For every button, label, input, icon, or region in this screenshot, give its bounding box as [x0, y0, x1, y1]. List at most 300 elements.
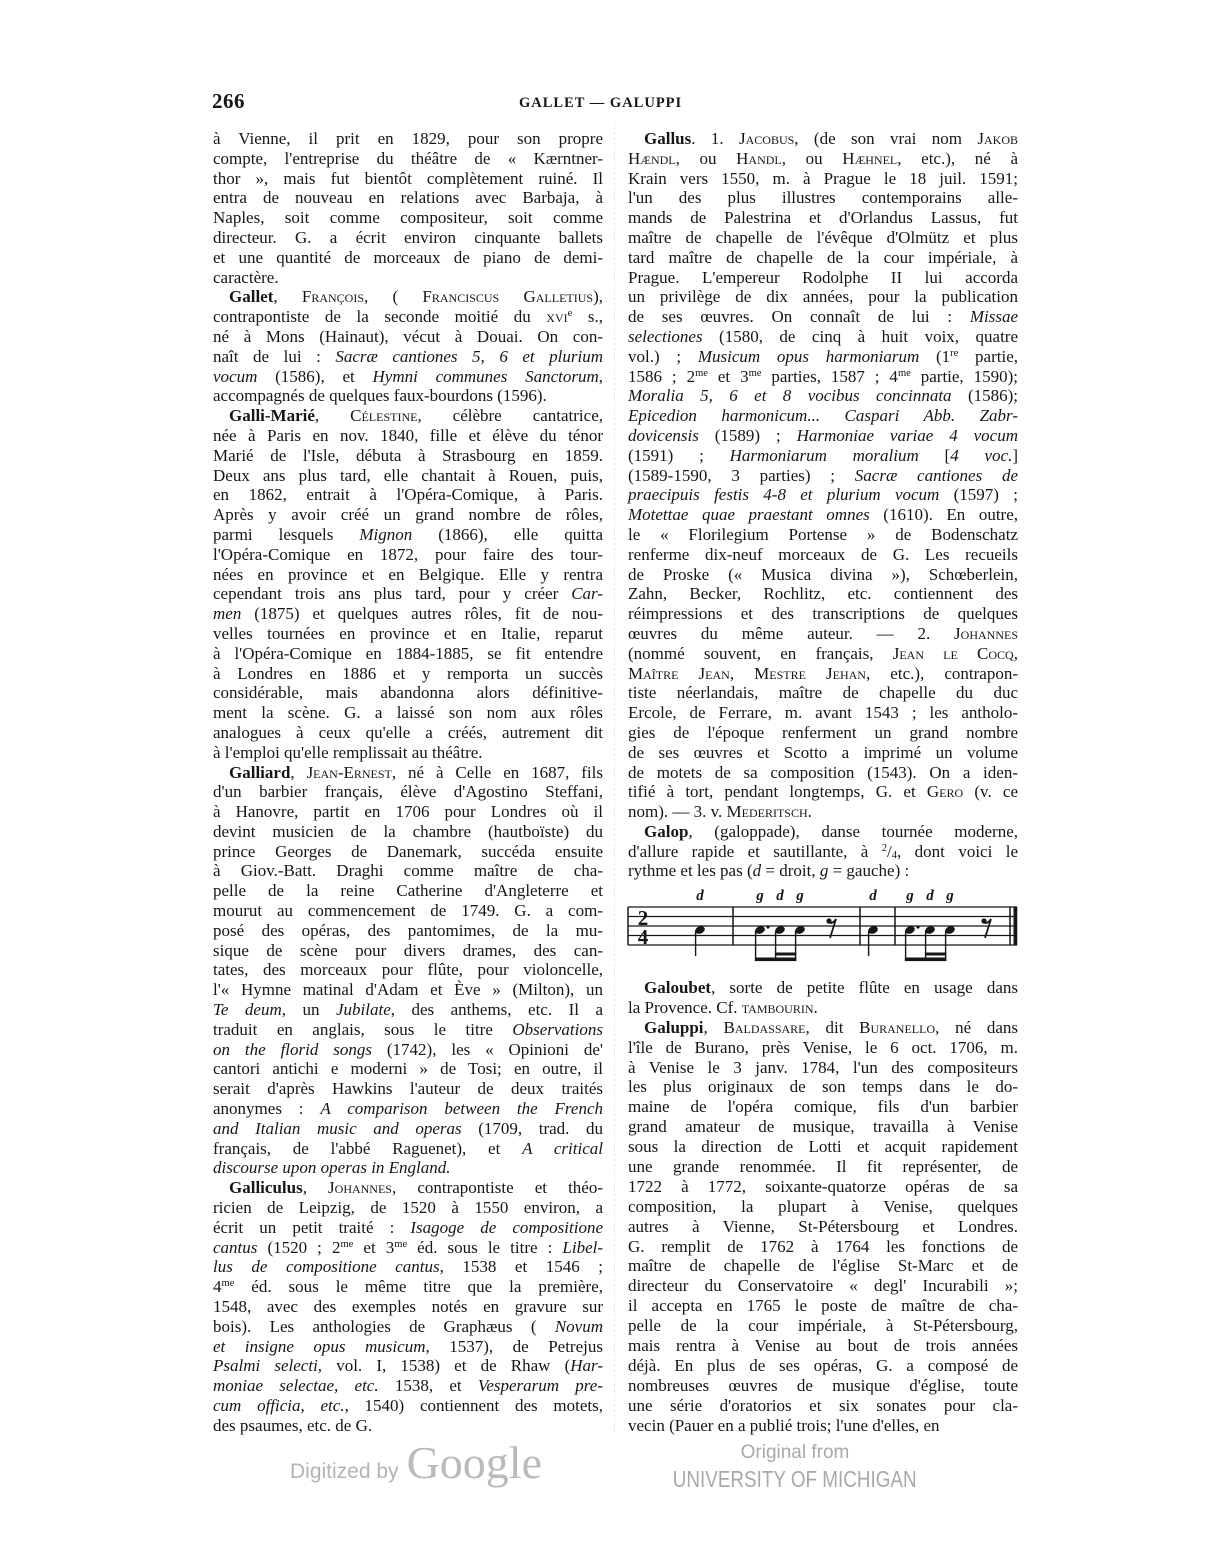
text-line	[213, 505, 603, 525]
text-run: , ou	[781, 148, 843, 168]
italic-title: g	[819, 861, 829, 881]
text-run: 1548, avec des exemples notés en gravure sur	[213, 1297, 603, 1317]
text-run: (1597) ;	[939, 485, 1018, 505]
text-line	[213, 624, 603, 644]
text-run: = droit,	[761, 861, 820, 881]
text-run: mais rentra à Venise au bout de trois années	[628, 1336, 1018, 1356]
text-run: ,	[1013, 643, 1018, 663]
text-run: /	[887, 841, 892, 861]
line-text	[213, 248, 603, 268]
text-run: bois). Les anthologies de Graphæus (	[213, 1316, 555, 1336]
text-line	[628, 228, 1018, 248]
text-run: ment la scène. G. a laissé son nom aux rôles	[213, 703, 603, 723]
line-text	[628, 446, 1018, 466]
line-text	[628, 386, 1018, 406]
text-line	[628, 169, 1018, 189]
italic-title: and Italian music and operas	[213, 1118, 462, 1138]
italic-title: men	[213, 604, 242, 624]
text-line	[213, 1337, 603, 1357]
text-line	[213, 941, 603, 961]
beam	[775, 953, 796, 956]
text-run: et une quantité de morceaux de piano de demi-	[213, 247, 603, 267]
italic-title: moniae selectae, etc.	[213, 1376, 379, 1396]
italic-title: cum officia, etc.	[213, 1396, 345, 1415]
headword: Gallus	[644, 129, 692, 148]
text-line	[213, 1356, 603, 1376]
text-line	[213, 723, 603, 743]
line-text	[628, 644, 1018, 664]
line-text	[213, 861, 603, 881]
line-text	[644, 129, 1018, 149]
text-run: vol.) ;	[628, 346, 698, 366]
line-text	[213, 1337, 603, 1357]
line-text	[628, 169, 1018, 189]
text-run: contrapontiste de la seconde moitié du	[213, 307, 547, 327]
text-run: , dit	[805, 1017, 860, 1037]
italic-title: A critical	[522, 1138, 603, 1158]
right-text-column-top	[628, 129, 1018, 881]
text-run: cantori antichi e moderni » de Tosi; en outre, il	[213, 1059, 603, 1079]
beam	[755, 958, 796, 962]
line-text	[628, 1336, 1018, 1356]
time-signature-top: 2	[637, 906, 649, 930]
text-line	[628, 129, 1018, 149]
text-run: s.,	[572, 307, 603, 327]
line-text	[213, 1238, 603, 1258]
text-line	[628, 861, 1018, 881]
headword: Galliard	[229, 762, 291, 782]
text-run: mourut au commencement de 1749. G. a com-	[213, 901, 603, 921]
text-line	[628, 1217, 1018, 1237]
small-caps-name: Mestre Jehan	[754, 663, 866, 683]
text-line	[213, 921, 603, 941]
text-run: considérable, mais abandonna alors définitive-	[213, 683, 603, 703]
line-text	[628, 1117, 1018, 1137]
text-line	[213, 1277, 603, 1297]
text-line	[213, 367, 603, 387]
beam	[925, 953, 946, 956]
text-line	[628, 1376, 1018, 1396]
text-run: l'île de Burano, près Venise, le 6 oct. 1706, m.	[628, 1037, 1018, 1057]
text-run: maître de chapelle de l'église St-Marc et de	[628, 1256, 1018, 1276]
line-text	[213, 683, 603, 703]
line-text	[628, 1276, 1018, 1296]
text-line	[213, 1238, 603, 1258]
text-run: (1589) ;	[698, 425, 797, 445]
line-text	[213, 1158, 451, 1178]
text-run: grand amateur de musique, travailla à Venise	[628, 1117, 1018, 1137]
text-run: . 1.	[691, 129, 739, 148]
text-run: (nommé souvent, en français,	[628, 643, 893, 663]
digitized-by-google-watermark	[290, 1436, 542, 1489]
text-run: sous la direction de Lotti et acquit rapidement	[628, 1137, 1018, 1157]
line-text	[213, 565, 603, 585]
text-run: des psaumes, etc. de G.	[213, 1415, 373, 1435]
small-caps-name: Hæhnel	[842, 148, 898, 168]
text-line	[213, 485, 603, 505]
line-text	[213, 584, 603, 604]
line-text	[213, 1020, 603, 1040]
text-line	[628, 604, 1018, 624]
line-text	[628, 703, 1018, 723]
text-run: 1586 ; 2	[628, 366, 696, 386]
text-run: Marié de l'Isle, débuta à Strasbourg en 1859.	[213, 445, 603, 465]
text-run: (1875) et quelques autres rôles, fit de nou-	[241, 604, 603, 624]
line-text	[213, 367, 603, 387]
text-run: née à Paris en nov. 1840, fille et élève du ténor	[213, 425, 603, 445]
small-caps-name: Hændl	[628, 148, 676, 168]
small-caps-name: Jean le Cocq	[892, 643, 1014, 663]
line-text	[628, 1396, 1018, 1416]
text-run: traduit en anglais, sous le titre	[213, 1019, 513, 1039]
text-run: et 3	[707, 366, 749, 386]
text-run: rythme et les pas (	[628, 861, 753, 881]
final-barline	[1014, 907, 1018, 945]
step-label: g	[796, 888, 804, 904]
text-run: entra de nouveau en relations avec Barbaja, à	[213, 188, 603, 208]
text-line	[213, 1119, 603, 1139]
line-text	[628, 1177, 1018, 1197]
text-run: d'allure rapide et sautillante, à	[628, 841, 882, 861]
text-line	[213, 1020, 603, 1040]
text-run: directeur. G. a écrit environ cinquante ballets	[213, 227, 603, 247]
superscript: e	[567, 308, 573, 320]
italic-title: Mignon	[359, 524, 413, 544]
text-run: (v. ce	[963, 782, 1018, 802]
superscript: me	[394, 1238, 408, 1250]
headword: Galoubet	[644, 978, 712, 997]
text-run: le « Florilegium Portense » de Bodenschatz	[628, 524, 1018, 544]
step-label: d	[869, 888, 877, 904]
small-caps-name: Célestine	[350, 406, 418, 426]
text-run: français, de l'abbé Raguenet), et	[213, 1138, 523, 1158]
text-line	[213, 327, 603, 347]
text-line	[628, 1197, 1018, 1217]
italic-title: Isagoge de compositione	[410, 1217, 603, 1237]
text-run: Zahn, Becker, Rochlitz, etc. contiennent des	[628, 584, 1018, 604]
text-line	[213, 386, 603, 406]
text-run: tates, des morceaux pour flûte, pour violoncelle,	[213, 960, 603, 980]
superscript: me	[221, 1278, 235, 1290]
text-line	[628, 683, 1018, 703]
line-text	[628, 1296, 1018, 1316]
text-line	[213, 1099, 603, 1119]
italic-title: dovicensis	[628, 425, 699, 445]
text-run: d'un barbier français, élève d'Agostino Steffani,	[213, 782, 603, 802]
text-run: 1538, et	[378, 1376, 478, 1396]
italic-title: Sacræ cantiones de	[854, 465, 1018, 485]
italic-title: Missae	[969, 307, 1018, 327]
text-run: caractère.	[213, 267, 279, 287]
text-line	[628, 149, 1018, 169]
text-line	[628, 822, 1018, 842]
line-text	[628, 208, 1018, 228]
text-line	[628, 703, 1018, 723]
italic-title: Sacræ cantiones 5, 6 et plurium	[335, 346, 603, 366]
text-line	[213, 228, 603, 248]
text-run: réimpressions et des transcriptions de quelques	[628, 604, 1018, 624]
augmentation-dot	[916, 925, 919, 928]
text-line	[213, 1079, 603, 1099]
line-text	[628, 228, 1018, 248]
text-line	[213, 208, 603, 228]
headword: Galliculus	[229, 1178, 303, 1198]
italic-title: Novum	[554, 1316, 603, 1336]
text-line	[213, 1198, 603, 1218]
text-run: de Proske (« Musica divina »), Schœberlein,	[628, 564, 1018, 584]
running-title: GALLET — GALUPPI	[519, 95, 683, 111]
text-run: autres à Vienne, St-Pétersbourg et Londres.	[628, 1216, 1018, 1236]
text-run: (1580, de cinq à huit voix, quatre	[702, 326, 1018, 346]
small-caps-name: Jacobus	[739, 129, 795, 148]
text-run: , célèbre cantatrice,	[417, 406, 603, 426]
text-line	[213, 149, 603, 169]
text-run: (1	[919, 346, 951, 366]
text-run: , vol. I, 1538) et de Rhaw (	[317, 1356, 571, 1376]
line-text	[628, 505, 1018, 525]
text-line	[213, 1178, 603, 1198]
small-caps-name: Handl	[736, 148, 782, 168]
text-run: pelle de la reine Catherine d'Angleterre et	[213, 881, 603, 901]
text-run: , né à Celle en 1687, fils	[391, 762, 603, 782]
italic-title: d	[752, 861, 762, 881]
step-label: g	[756, 888, 764, 904]
text-run: ,	[703, 1017, 724, 1037]
text-run: tard maître de chapelle de la cour impériale, à	[628, 247, 1018, 267]
small-caps-name: Franciscus Galletius	[422, 287, 594, 307]
line-text	[213, 782, 603, 802]
step-label: g	[906, 888, 914, 904]
text-run: Prague. L'empereur Rodolphe II lui accorda	[628, 267, 1018, 287]
italic-title: Epicedion harmonicum... Caspari Abb. Zabr-	[628, 406, 1018, 426]
line-text	[229, 763, 603, 783]
text-line	[628, 1396, 1018, 1416]
text-run: l'un des plus illustres contemporains alle-	[628, 188, 1018, 208]
small-caps-name: Jean-Ernest	[306, 762, 392, 782]
text-run: partie,	[958, 346, 1018, 366]
line-text	[628, 248, 1018, 268]
text-run: velles tournées en province et en Italie, reparut	[213, 623, 603, 643]
text-run: .	[813, 997, 818, 1017]
small-caps-name: Johannes	[954, 623, 1018, 643]
step-label: d	[696, 888, 704, 904]
line-text	[628, 1376, 1018, 1396]
text-line	[628, 1316, 1018, 1336]
text-run: nombreuses œuvres de musique d'église, toute	[628, 1375, 1018, 1395]
text-line	[628, 208, 1018, 228]
line-text	[213, 386, 547, 406]
text-run: parties, 1587 ; 4	[761, 366, 898, 386]
step-label: d	[926, 888, 934, 904]
text-run: un privilège de dix années, pour la publication	[628, 287, 1018, 307]
text-line	[628, 565, 1018, 585]
text-line	[628, 426, 1018, 446]
italic-title: Jubilate	[335, 1000, 391, 1020]
line-text	[628, 367, 1018, 387]
line-text	[628, 525, 1018, 545]
text-line	[628, 1137, 1018, 1157]
line-text	[628, 723, 1018, 743]
text-line	[628, 1157, 1018, 1177]
text-line	[628, 367, 1018, 387]
line-text	[229, 287, 603, 307]
text-line	[628, 782, 1018, 802]
text-run: nom). — 3. v.	[628, 802, 727, 822]
line-text	[628, 802, 812, 822]
text-line	[213, 525, 603, 545]
line-text	[213, 169, 603, 189]
text-line	[628, 406, 1018, 426]
text-run: en 1862, entrait à l'Opéra-Comique, à Paris.	[213, 485, 603, 505]
text-line	[213, 782, 603, 802]
line-text	[213, 1099, 603, 1119]
text-run: , (	[364, 287, 423, 307]
text-line	[628, 978, 1018, 998]
text-line	[628, 723, 1018, 743]
text-line	[628, 1276, 1018, 1296]
text-run: directeur du Conservatoire « degl' Incurabili »;	[628, 1276, 1018, 1296]
text-run: 4	[213, 1277, 222, 1297]
small-caps-name: Baldassare	[723, 1017, 806, 1037]
text-line	[628, 842, 1018, 862]
text-line	[213, 565, 603, 585]
text-line	[213, 307, 603, 327]
text-line	[213, 1376, 603, 1396]
text-run: , des anthems, etc. Il a	[390, 1000, 603, 1020]
line-text	[213, 426, 603, 446]
line-text	[628, 188, 1018, 208]
text-run: de ses œuvres. On connaît de lui :	[628, 307, 970, 327]
line-text	[644, 978, 1018, 998]
text-line	[628, 584, 1018, 604]
text-run: à Hanovre, partit en 1706 pour Londres où il	[213, 802, 603, 822]
text-run: compte, l'entreprise du théâtre de « Kærntner-	[213, 148, 603, 168]
text-line	[628, 1018, 1018, 1038]
text-run: maine de l'opéra comique, fils d'un barbier	[628, 1097, 1018, 1117]
text-run: (1586), et	[257, 366, 373, 386]
line-text	[213, 1119, 603, 1139]
text-line	[213, 1416, 603, 1436]
superscript: 2	[881, 842, 888, 854]
line-text	[213, 505, 603, 525]
line-text	[628, 268, 1018, 288]
text-line	[213, 1297, 603, 1317]
line-text	[628, 624, 1018, 644]
text-run: ,	[302, 1178, 329, 1198]
text-line	[628, 307, 1018, 327]
line-text	[628, 485, 1018, 505]
text-line	[213, 703, 603, 723]
text-line	[628, 998, 1018, 1018]
italic-title: vocum	[213, 366, 258, 386]
text-run: une grande renommée. Il fit représenter, de	[628, 1157, 1018, 1177]
text-line	[213, 1040, 603, 1060]
text-run: serait d'après Hawkins l'auteur de deux traités	[213, 1079, 603, 1099]
italic-title: Harmoniarum moralium	[729, 445, 919, 465]
text-line	[213, 446, 603, 466]
italic-title: Psalmi selecti	[213, 1356, 318, 1376]
small-caps-name: tambourin	[741, 997, 814, 1017]
text-line	[628, 1336, 1018, 1356]
text-run: renferme dix-neuf morceaux de G. Les recueils	[628, 544, 1018, 564]
original-from-watermark	[603, 1441, 987, 1493]
text-line	[213, 743, 603, 763]
text-line	[213, 683, 603, 703]
text-run: pelle de la cour impériale, à St-Pétersbourg,	[628, 1316, 1018, 1336]
line-text	[213, 664, 603, 684]
line-text	[628, 1157, 1018, 1177]
text-line	[213, 584, 603, 604]
text-line	[628, 763, 1018, 783]
text-run: œuvres du même auteur. — 2.	[628, 623, 955, 643]
line-text	[229, 406, 603, 426]
line-text	[213, 208, 603, 228]
italic-title: 4 voc.	[950, 445, 1013, 465]
small-caps-name: Jakob	[977, 129, 1018, 148]
line-text	[213, 1356, 603, 1376]
text-line	[213, 763, 603, 783]
text-run: éd. sous le titre :	[407, 1237, 563, 1257]
headword: Galli-Marié	[229, 406, 315, 426]
text-line	[628, 1416, 1018, 1436]
line-text	[628, 1197, 1018, 1217]
superscript: me	[748, 367, 762, 379]
text-run: Deux ans plus tard, elle chantait à Rouen, puis,	[213, 465, 603, 485]
line-text	[213, 802, 603, 822]
text-line	[213, 842, 603, 862]
line-text	[213, 268, 279, 288]
text-line	[628, 743, 1018, 763]
text-run: ,	[273, 287, 302, 307]
line-text	[213, 921, 603, 941]
text-line	[628, 1058, 1018, 1078]
step-label: g	[946, 888, 954, 904]
text-run: écrit un petit traité :	[213, 1217, 411, 1237]
line-text	[213, 901, 603, 921]
text-line	[213, 1139, 603, 1159]
line-text	[628, 1137, 1018, 1157]
text-line	[213, 545, 603, 565]
text-run: , etc.), contrapon-	[865, 663, 1018, 683]
line-text	[628, 604, 1018, 624]
text-line	[213, 901, 603, 921]
text-line	[213, 604, 603, 624]
line-text	[628, 406, 1018, 426]
text-run: déjà. En plus de ses opéras, G. a composé de	[628, 1355, 1018, 1375]
headword: Gallet	[229, 287, 274, 307]
line-text	[628, 1356, 1018, 1376]
text-run: sique de scène pour divers drames, des can-	[213, 940, 603, 960]
text-run: à Londres en 1886 et y remporta un succès	[213, 663, 603, 683]
text-line	[628, 1077, 1018, 1097]
text-line	[213, 802, 603, 822]
text-line	[628, 446, 1018, 466]
text-run: et 3	[353, 1237, 395, 1257]
text-line	[213, 980, 603, 1000]
text-run: (1610). En outre,	[869, 505, 1018, 525]
line-text	[213, 446, 603, 466]
text-line	[213, 1000, 603, 1020]
line-text	[628, 1316, 1018, 1336]
text-run: , (de son vrai nom	[794, 129, 978, 148]
italic-title: on the florid songs	[213, 1039, 372, 1059]
line-text	[213, 1139, 603, 1159]
line-text	[628, 426, 1018, 446]
line-text	[644, 1018, 1018, 1038]
text-run: à Giov.-Batt. Draghi comme maître de cha-	[213, 861, 603, 881]
text-line	[213, 1317, 603, 1337]
text-line	[213, 881, 603, 901]
